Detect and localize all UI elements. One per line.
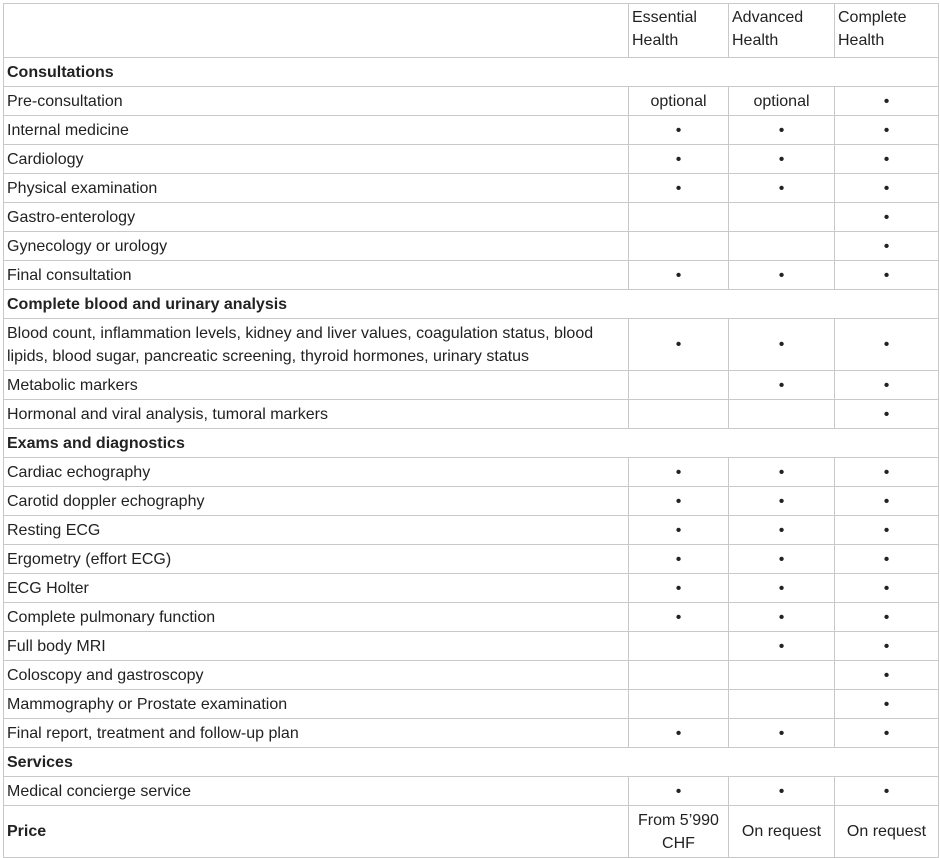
inclusion-mark: • bbox=[629, 487, 729, 516]
table-row bbox=[4, 400, 939, 429]
inclusion-mark: • bbox=[629, 116, 729, 145]
inclusion-mark: • bbox=[729, 574, 835, 603]
inclusion-mark: • bbox=[729, 261, 835, 290]
table-row bbox=[4, 458, 939, 487]
inclusion-mark: • bbox=[835, 690, 939, 719]
inclusion-mark bbox=[629, 690, 729, 719]
inclusion-mark bbox=[629, 371, 729, 400]
plan-name-line1: Advanced bbox=[732, 9, 804, 26]
inclusion-mark bbox=[729, 690, 835, 719]
inclusion-mark: • bbox=[629, 516, 729, 545]
inclusion-mark: • bbox=[729, 719, 835, 748]
inclusion-mark: • bbox=[835, 487, 939, 516]
inclusion-mark: • bbox=[835, 632, 939, 661]
feature-label: Cardiology bbox=[4, 145, 629, 174]
inclusion-mark: • bbox=[729, 116, 835, 145]
table-row bbox=[4, 777, 939, 806]
inclusion-mark bbox=[629, 203, 729, 232]
inclusion-mark: • bbox=[729, 516, 835, 545]
table-row bbox=[4, 690, 939, 719]
feature-label: Mammography or Prostate examination bbox=[4, 690, 629, 719]
feature-label: Physical examination bbox=[4, 174, 629, 203]
inclusion-mark: • bbox=[835, 777, 939, 806]
feature-label: Final consultation bbox=[4, 261, 629, 290]
inclusion-mark: optional bbox=[629, 87, 729, 116]
feature-label: Pre-consultation bbox=[4, 87, 629, 116]
inclusion-mark: • bbox=[835, 574, 939, 603]
inclusion-mark: • bbox=[835, 319, 939, 371]
inclusion-mark: • bbox=[835, 458, 939, 487]
inclusion-mark: • bbox=[835, 516, 939, 545]
plan-name-line2: Health bbox=[838, 32, 885, 49]
inclusion-mark: • bbox=[835, 174, 939, 203]
inclusion-mark: • bbox=[835, 603, 939, 632]
feature-label: Gynecology or urology bbox=[4, 232, 629, 261]
comparison-table bbox=[3, 3, 939, 858]
feature-label: Medical concierge service bbox=[4, 777, 629, 806]
inclusion-mark: • bbox=[835, 719, 939, 748]
price-row bbox=[4, 806, 939, 858]
table-row bbox=[4, 145, 939, 174]
inclusion-mark: • bbox=[835, 400, 939, 429]
inclusion-mark bbox=[629, 661, 729, 690]
inclusion-mark bbox=[729, 232, 835, 261]
table-row bbox=[4, 116, 939, 145]
inclusion-mark: • bbox=[729, 632, 835, 661]
plan-name-line2: Health bbox=[632, 32, 679, 49]
plan-name-line1: Essential bbox=[632, 9, 697, 26]
feature-label: Carotid doppler echography bbox=[4, 487, 629, 516]
inclusion-mark: • bbox=[835, 116, 939, 145]
table-row bbox=[4, 371, 939, 400]
table-row bbox=[4, 719, 939, 748]
feature-label: Resting ECG bbox=[4, 516, 629, 545]
inclusion-mark: • bbox=[835, 232, 939, 261]
inclusion-mark: • bbox=[835, 545, 939, 574]
feature-label: Internal medicine bbox=[4, 116, 629, 145]
plan-name-line1: Complete bbox=[838, 9, 907, 26]
inclusion-mark: • bbox=[729, 777, 835, 806]
feature-label: Full body MRI bbox=[4, 632, 629, 661]
inclusion-mark bbox=[729, 400, 835, 429]
inclusion-mark: • bbox=[835, 661, 939, 690]
feature-label: Ergometry (effort ECG) bbox=[4, 545, 629, 574]
feature-label: Hormonal and viral analysis, tumoral markers bbox=[4, 400, 629, 429]
inclusion-mark bbox=[729, 203, 835, 232]
table-row bbox=[4, 203, 939, 232]
inclusion-mark: • bbox=[629, 719, 729, 748]
inclusion-mark: • bbox=[835, 203, 939, 232]
inclusion-mark: • bbox=[729, 603, 835, 632]
feature-label: Gastro-enterology bbox=[4, 203, 629, 232]
comparison-table-body bbox=[4, 4, 939, 858]
inclusion-mark: • bbox=[729, 319, 835, 371]
inclusion-mark: • bbox=[835, 145, 939, 174]
header-empty-cell bbox=[4, 4, 629, 58]
table-row bbox=[4, 232, 939, 261]
inclusion-mark: • bbox=[629, 458, 729, 487]
inclusion-mark: • bbox=[729, 458, 835, 487]
feature-label: Blood count, inflammation levels, kidney and liver values, coagulation status, blood lipids, blood sugar, pancreatic screening, thyroid hormones, urinary status bbox=[4, 319, 629, 371]
header-row bbox=[4, 4, 939, 58]
inclusion-mark: • bbox=[835, 261, 939, 290]
inclusion-mark bbox=[629, 632, 729, 661]
inclusion-mark: • bbox=[629, 145, 729, 174]
table-row bbox=[4, 632, 939, 661]
feature-label: Complete pulmonary function bbox=[4, 603, 629, 632]
section-title: Services bbox=[4, 748, 939, 777]
section-header-row bbox=[4, 748, 939, 777]
inclusion-mark: optional bbox=[729, 87, 835, 116]
inclusion-mark: • bbox=[729, 145, 835, 174]
table-row bbox=[4, 487, 939, 516]
feature-label: Coloscopy and gastroscopy bbox=[4, 661, 629, 690]
inclusion-mark: • bbox=[729, 487, 835, 516]
inclusion-mark: • bbox=[835, 87, 939, 116]
table-row bbox=[4, 261, 939, 290]
table-row bbox=[4, 603, 939, 632]
price-label: Price bbox=[4, 806, 629, 858]
feature-label: Final report, treatment and follow-up plan bbox=[4, 719, 629, 748]
plan-advanced-header bbox=[729, 4, 835, 58]
plan-complete-header bbox=[835, 4, 939, 58]
table-row bbox=[4, 545, 939, 574]
inclusion-mark: • bbox=[629, 545, 729, 574]
section-title: Exams and diagnostics bbox=[4, 429, 939, 458]
table-row bbox=[4, 319, 939, 371]
plan-name-line2: Health bbox=[732, 32, 779, 49]
feature-label: ECG Holter bbox=[4, 574, 629, 603]
inclusion-mark: • bbox=[629, 174, 729, 203]
inclusion-mark: • bbox=[629, 574, 729, 603]
inclusion-mark: • bbox=[629, 319, 729, 371]
price-value: From 5’990 CHF bbox=[629, 806, 729, 858]
inclusion-mark: • bbox=[629, 603, 729, 632]
table-row bbox=[4, 661, 939, 690]
table-row bbox=[4, 174, 939, 203]
inclusion-mark bbox=[629, 400, 729, 429]
inclusion-mark: • bbox=[629, 261, 729, 290]
section-title: Complete blood and urinary analysis bbox=[4, 290, 939, 319]
section-header-row bbox=[4, 290, 939, 319]
table-row bbox=[4, 574, 939, 603]
inclusion-mark: • bbox=[729, 371, 835, 400]
section-header-row bbox=[4, 58, 939, 87]
feature-label: Cardiac echography bbox=[4, 458, 629, 487]
table-row bbox=[4, 87, 939, 116]
section-title: Consultations bbox=[4, 58, 939, 87]
inclusion-mark: • bbox=[629, 777, 729, 806]
feature-label: Metabolic markers bbox=[4, 371, 629, 400]
inclusion-mark: • bbox=[729, 545, 835, 574]
inclusion-mark bbox=[729, 661, 835, 690]
inclusion-mark: • bbox=[729, 174, 835, 203]
plan-essential-header bbox=[629, 4, 729, 58]
inclusion-mark: • bbox=[835, 371, 939, 400]
price-value: On request bbox=[835, 806, 939, 858]
section-header-row bbox=[4, 429, 939, 458]
table-row bbox=[4, 516, 939, 545]
price-value: On request bbox=[729, 806, 835, 858]
inclusion-mark bbox=[629, 232, 729, 261]
